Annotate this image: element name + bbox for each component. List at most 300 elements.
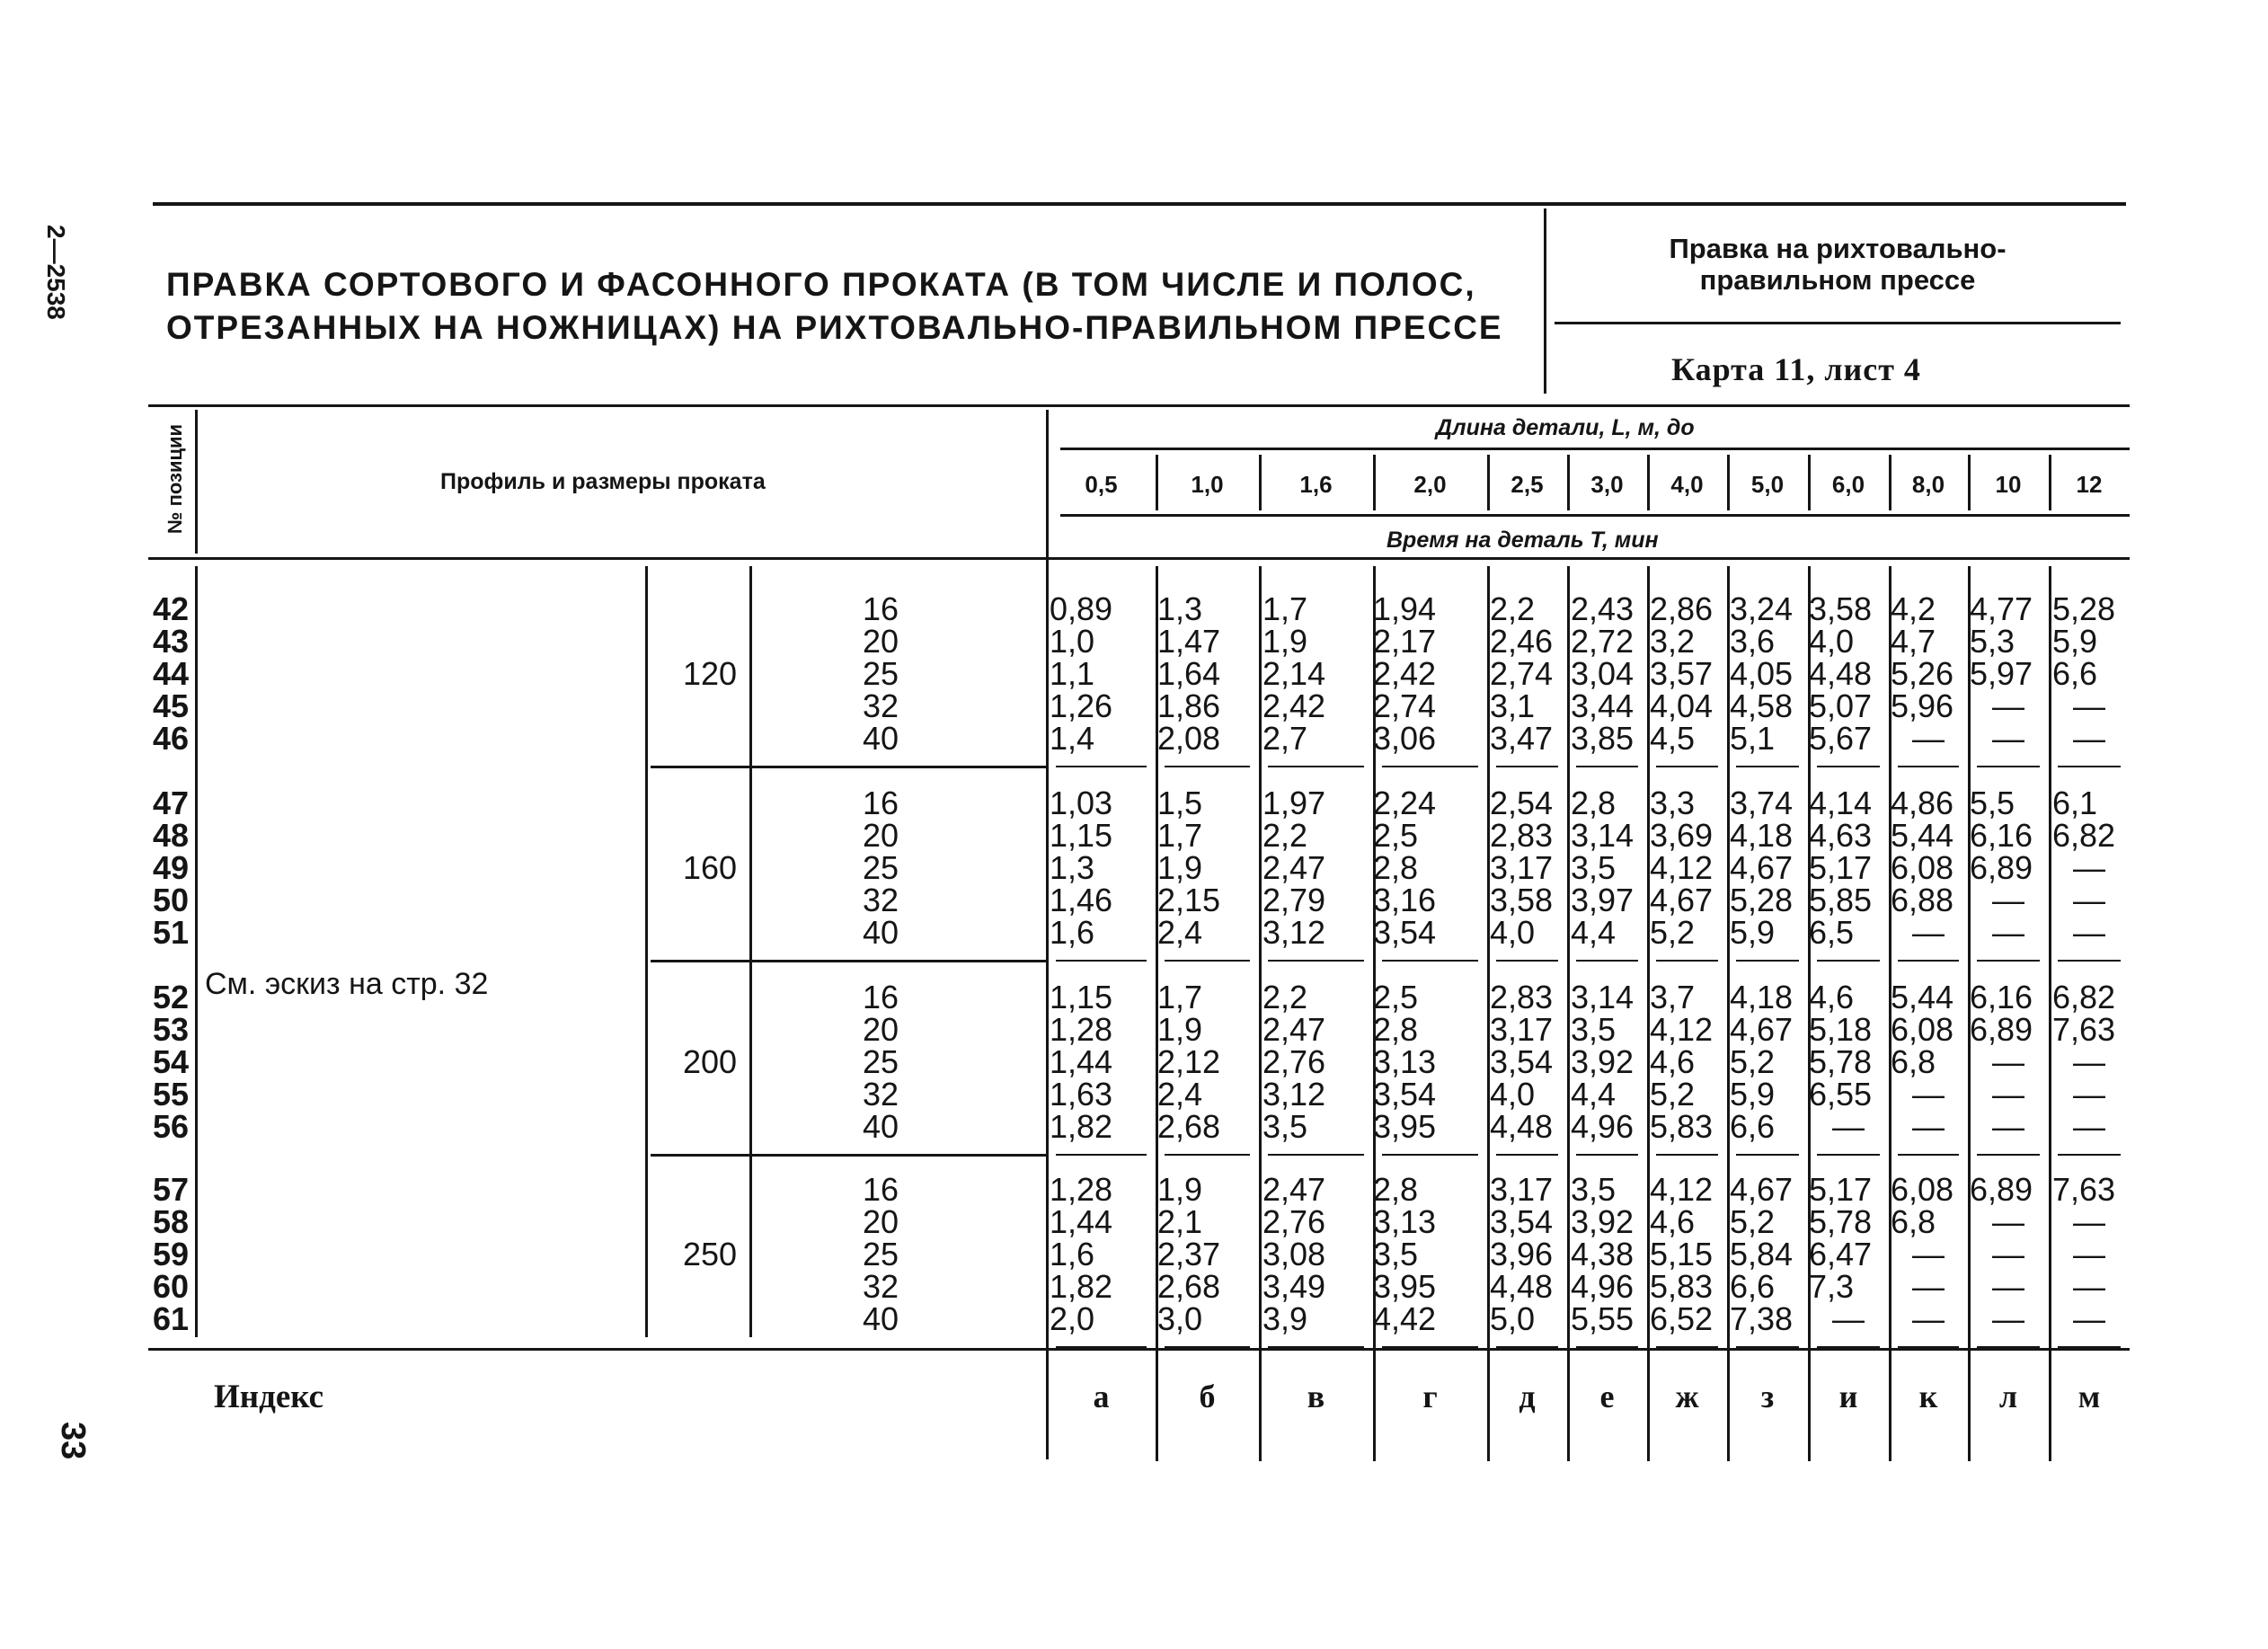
length-header: 4,0	[1670, 471, 1704, 498]
time-value: 2,79	[1262, 882, 1326, 918]
time-value: 3,06	[1373, 720, 1437, 757]
time-value: 4,18	[1730, 979, 1794, 1015]
time-value: 1,64	[1157, 655, 1221, 692]
time-value: 2,5	[1373, 817, 1419, 854]
time-value: 1,7	[1262, 590, 1308, 627]
time-value: 6,5	[1809, 914, 1855, 951]
time-value: 6,16	[1970, 979, 2033, 1015]
time-value: 1,7	[1157, 817, 1203, 854]
value-underline	[1496, 766, 1558, 767]
value-underline	[2058, 766, 2121, 767]
time-value: 3,14	[1571, 817, 1635, 854]
section-title-line-1: Правка на рихтовально-	[1669, 233, 2007, 264]
position-numbers	[135, 1171, 189, 1337]
time-value: —	[1992, 1236, 2024, 1272]
position-number: 55	[152, 1076, 189, 1113]
time-value: 3,17	[1490, 849, 1554, 886]
time-value: —	[2073, 1043, 2105, 1080]
time-value: —	[2073, 849, 2105, 886]
time-value: 2,47	[1262, 1011, 1326, 1048]
value-underline	[1817, 1154, 1880, 1156]
time-value: 5,78	[1809, 1203, 1873, 1240]
thickness-value: 25	[862, 1043, 899, 1080]
time-value: 3,5	[1571, 849, 1617, 886]
thickness-value: 16	[862, 785, 899, 821]
header-bottom-rule	[148, 557, 2130, 560]
length-header: 12	[2076, 471, 2103, 498]
index-letter: з	[1760, 1379, 1775, 1414]
time-value: 1,3	[1050, 849, 1095, 886]
time-value: —	[1912, 1076, 1945, 1113]
time-value: 3,9	[1262, 1300, 1308, 1337]
time-value: 3,85	[1571, 720, 1635, 757]
thickness-values	[845, 787, 899, 949]
time-value: —	[1992, 720, 2024, 757]
index-letter: г	[1422, 1379, 1438, 1414]
time-value: 4,77	[1970, 590, 2033, 627]
thickness-value: 40	[862, 1108, 899, 1145]
thickness-value: 20	[862, 817, 899, 854]
value-underline	[1056, 1346, 1147, 1348]
value-underline	[1656, 960, 1718, 962]
time-value: 3,95	[1373, 1108, 1437, 1145]
time-value: 7,63	[2052, 1011, 2116, 1048]
time-value: 6,1	[2052, 785, 2098, 821]
value-underline	[1268, 766, 1364, 767]
time-value: 2,0	[1050, 1300, 1095, 1337]
thickness-value: 25	[862, 849, 899, 886]
time-value: 3,92	[1571, 1203, 1635, 1240]
time-value: 3,13	[1373, 1203, 1437, 1240]
width-column-left	[645, 566, 648, 1337]
time-value: 4,67	[1730, 849, 1794, 886]
time-value: 4,6	[1809, 979, 1855, 1015]
thickness-values	[845, 590, 899, 757]
length-caption: Длина детали, L, м, до	[1436, 415, 1695, 440]
page-number: 33	[54, 1422, 92, 1460]
time-value: —	[1912, 1300, 1945, 1337]
index-letter: м	[2078, 1379, 2101, 1414]
time-value: 4,48	[1490, 1268, 1554, 1305]
time-value: 4,42	[1373, 1300, 1437, 1337]
time-value: 6,8	[1891, 1043, 1936, 1080]
time-value: 1,9	[1157, 1171, 1203, 1208]
position-number: 50	[152, 882, 189, 918]
time-value: 5,55	[1571, 1300, 1635, 1337]
value-underline	[2058, 960, 2121, 962]
time-value: 3,12	[1262, 1076, 1326, 1113]
time-value: 7,38	[1730, 1300, 1794, 1337]
time-value: 1,28	[1050, 1171, 1113, 1208]
time-value: 2,43	[1571, 590, 1635, 627]
index-letter: е	[1599, 1379, 1615, 1414]
time-value: 3,1	[1490, 687, 1536, 724]
value-underline	[1736, 1346, 1799, 1348]
position-number-header: № позиции	[164, 423, 186, 535]
value-underline	[1496, 960, 1558, 962]
time-value: 1,86	[1157, 687, 1221, 724]
length-header: 1,6	[1299, 471, 1333, 498]
time-value: 3,24	[1730, 590, 1794, 627]
time-value: 3,14	[1571, 979, 1635, 1015]
length-caption-rule	[1060, 448, 2130, 450]
time-value: 3,74	[1730, 785, 1794, 821]
time-value: 2,54	[1490, 785, 1554, 821]
time-value: 4,4	[1571, 914, 1617, 951]
time-value: 6,08	[1891, 1171, 1954, 1208]
time-value: 4,86	[1891, 785, 1954, 821]
time-value: 4,67	[1650, 882, 1714, 918]
time-value: 3,04	[1571, 655, 1635, 692]
time-value: —	[1992, 1203, 2024, 1240]
length-header: 6,0	[1831, 471, 1865, 498]
thickness-value: 16	[862, 590, 899, 627]
time-value: 2,14	[1262, 655, 1326, 692]
time-value: 4,67	[1730, 1011, 1794, 1048]
time-value: 4,58	[1730, 687, 1794, 724]
index-letter: а	[1093, 1379, 1110, 1414]
position-number: 48	[152, 817, 189, 854]
time-value: 1,97	[1262, 785, 1326, 821]
time-value: 6,89	[1970, 1011, 2033, 1048]
time-value: 1,82	[1050, 1268, 1113, 1305]
length-values-rule	[1060, 514, 2130, 517]
value-column-separator	[1567, 566, 1570, 1461]
value-underline	[1817, 766, 1880, 767]
position-number: 42	[152, 590, 189, 627]
time-value: 6,55	[1809, 1076, 1873, 1113]
time-value: 5,18	[1809, 1011, 1873, 1048]
time-value: —	[1912, 1268, 1945, 1305]
thickness-value: 25	[862, 1236, 899, 1272]
time-value: 4,04	[1650, 687, 1714, 724]
time-value: 2,12	[1157, 1043, 1221, 1080]
table-body-bottom-rule	[148, 1348, 2130, 1351]
time-value: 2,2	[1262, 979, 1308, 1015]
time-value: —	[1912, 914, 1945, 951]
time-value: 2,76	[1262, 1203, 1326, 1240]
position-numbers	[135, 981, 189, 1143]
value-underline	[1496, 1154, 1558, 1156]
thickness-value: 16	[862, 1171, 899, 1208]
index-label: Индекс	[214, 1379, 324, 1415]
time-value: 4,05	[1730, 655, 1794, 692]
document-title-line-2: ОТРЕЗАННЫХ НА НОЖНИЦАХ) НА РИХТОВАЛЬНО-ПРАВИЛЬНОМ ПРЕССЕ	[166, 309, 1503, 346]
time-caption: Время на деталь T, мин	[1386, 528, 1659, 553]
length-header: 1,0	[1191, 471, 1224, 498]
time-value: —	[1992, 1268, 2024, 1305]
time-value: —	[2073, 882, 2105, 918]
time-value: 4,67	[1730, 1171, 1794, 1208]
time-value: 6,8	[1891, 1203, 1936, 1240]
time-value: 2,37	[1157, 1236, 1221, 1272]
position-number: 61	[152, 1300, 189, 1337]
time-value: 3,69	[1650, 817, 1714, 854]
time-value: 5,5	[1970, 785, 2016, 821]
time-value: 5,2	[1650, 914, 1696, 951]
value-underline	[1817, 960, 1880, 962]
thickness-value: 20	[862, 1203, 899, 1240]
time-value: 5,96	[1891, 687, 1954, 724]
time-value: 4,63	[1809, 817, 1873, 854]
position-number: 43	[152, 623, 189, 660]
time-value: 1,82	[1050, 1108, 1113, 1145]
time-value: 5,78	[1809, 1043, 1873, 1080]
time-value: 2,8	[1571, 785, 1617, 821]
time-value: —	[1992, 1108, 2024, 1145]
time-value: 2,42	[1373, 655, 1437, 692]
time-value: 5,44	[1891, 817, 1954, 854]
time-value: 5,2	[1730, 1203, 1776, 1240]
value-underline	[1736, 766, 1799, 767]
time-value: 3,17	[1490, 1011, 1554, 1048]
length-header: 2,5	[1511, 471, 1544, 498]
time-value: 2,1	[1157, 1203, 1203, 1240]
value-underline	[2058, 1154, 2121, 1156]
value-underline	[1165, 1154, 1250, 1156]
time-value: 2,83	[1490, 817, 1554, 854]
time-value: —	[2073, 1108, 2105, 1145]
time-value: 0,89	[1050, 590, 1113, 627]
thickness-value: 32	[862, 1268, 899, 1305]
time-value: 3,0	[1157, 1300, 1203, 1337]
value-underline	[1977, 766, 2040, 767]
thickness-value: 40	[862, 914, 899, 951]
time-value: 3,7	[1650, 979, 1696, 1015]
time-value: 3,54	[1490, 1043, 1554, 1080]
time-value: —	[1912, 1108, 1945, 1145]
time-value: 6,08	[1891, 849, 1954, 886]
time-value: 2,76	[1262, 1043, 1326, 1080]
time-value: 6,16	[1970, 817, 2033, 854]
value-underline	[1576, 960, 1638, 962]
position-number: 54	[152, 1043, 189, 1080]
time-value: 3,12	[1262, 914, 1326, 951]
time-value: 3,54	[1373, 1076, 1437, 1113]
document-title-line-1: ПРАВКА СОРТОВОГО И ФАСОННОГО ПРОКАТА (В ТОМ ЧИСЛЕ И ПОЛОС,	[166, 266, 1476, 303]
group-separator-rule	[651, 1154, 1046, 1157]
time-value: 3,49	[1262, 1268, 1326, 1305]
time-value: —	[2073, 720, 2105, 757]
time-value: 2,8	[1373, 1011, 1419, 1048]
time-value: 5,3	[1970, 623, 2016, 660]
time-value: 6,82	[2052, 817, 2116, 854]
index-letter: б	[1199, 1379, 1216, 1414]
index-letter: д	[1519, 1379, 1536, 1414]
time-value: 1,7	[1157, 979, 1203, 1015]
position-number: 44	[152, 655, 189, 692]
time-value: 6,88	[1891, 882, 1954, 918]
value-underline	[1165, 766, 1250, 767]
thickness-values	[845, 1171, 899, 1337]
time-value: 4,0	[1490, 1076, 1536, 1113]
time-value: 1,03	[1050, 785, 1113, 821]
time-value: 5,28	[1730, 882, 1794, 918]
time-value: —	[1992, 687, 2024, 724]
time-value: —	[2073, 687, 2105, 724]
time-value: 4,48	[1809, 655, 1873, 692]
time-value: 3,5	[1373, 1236, 1419, 1272]
time-value: 1,46	[1050, 882, 1113, 918]
side-code: 2—2538	[42, 225, 70, 320]
header-divider	[1544, 208, 1546, 394]
value-underline	[1056, 960, 1147, 962]
thickness-value: 40	[862, 720, 899, 757]
time-value: 2,8	[1373, 849, 1419, 886]
value-underline	[1268, 960, 1364, 962]
time-value: 2,68	[1157, 1268, 1221, 1305]
time-value: 4,0	[1809, 623, 1855, 660]
position-numbers	[135, 787, 189, 949]
time-value: 7,3	[1809, 1268, 1855, 1305]
time-value: 3,44	[1571, 687, 1635, 724]
value-column-separator	[1259, 566, 1262, 1461]
time-value: 2,74	[1373, 687, 1437, 724]
time-value: 4,12	[1650, 1011, 1714, 1048]
position-number: 60	[152, 1268, 189, 1305]
time-value: 4,14	[1809, 785, 1873, 821]
time-value: 3,6	[1730, 623, 1776, 660]
profile-header: Профиль и размеры проката	[440, 469, 766, 494]
time-value: 2,2	[1490, 590, 1536, 627]
position-number: 58	[152, 1203, 189, 1240]
value-underline	[1817, 1346, 1880, 1348]
value-underline	[1382, 766, 1478, 767]
time-value: 2,68	[1157, 1108, 1221, 1145]
position-numbers	[135, 590, 189, 757]
time-value: —	[2073, 1236, 2105, 1272]
time-value: 6,6	[1730, 1108, 1776, 1145]
value-underline	[1977, 960, 2040, 962]
position-number: 52	[152, 979, 189, 1015]
time-value: 6,47	[1809, 1236, 1873, 1272]
time-value: 5,83	[1650, 1268, 1714, 1305]
time-value: 1,6	[1050, 1236, 1095, 1272]
time-value: 2,47	[1262, 1171, 1326, 1208]
time-value: 2,5	[1373, 979, 1419, 1015]
time-value: 5,9	[1730, 1076, 1776, 1113]
time-value: 5,2	[1730, 1043, 1776, 1080]
thickness-value: 20	[862, 1011, 899, 1048]
value-underline	[1898, 1346, 1959, 1348]
thickness-value: 32	[862, 687, 899, 724]
time-value: 1,4	[1050, 720, 1095, 757]
time-value: 3,57	[1650, 655, 1714, 692]
time-value: 2,86	[1650, 590, 1714, 627]
time-value: —	[2073, 914, 2105, 951]
time-value: 1,47	[1157, 623, 1221, 660]
index-letter: в	[1307, 1379, 1325, 1414]
value-underline	[1977, 1154, 2040, 1156]
thickness-value: 40	[862, 1300, 899, 1337]
index-letter: и	[1838, 1379, 1858, 1414]
time-value: —	[1912, 1236, 1945, 1272]
time-value: 3,54	[1373, 914, 1437, 951]
card-number: Карта 11, лист 4	[1671, 351, 1921, 387]
thickness-value: 25	[862, 655, 899, 692]
position-number: 45	[152, 687, 189, 724]
time-value: 5,28	[2052, 590, 2116, 627]
time-value: 4,4	[1571, 1076, 1617, 1113]
value-underline	[1576, 1346, 1638, 1348]
position-number: 59	[152, 1236, 189, 1272]
table-top-rule	[148, 404, 2130, 407]
value-underline	[1165, 1346, 1250, 1348]
value-underline	[1736, 1154, 1799, 1156]
time-value: 3,5	[1571, 1011, 1617, 1048]
time-value: 5,97	[1970, 655, 2033, 692]
time-value: 2,83	[1490, 979, 1554, 1015]
time-value: 3,47	[1490, 720, 1554, 757]
time-value: 3,54	[1490, 1203, 1554, 1240]
time-value: 7,63	[2052, 1171, 2116, 1208]
time-value: 5,1	[1730, 720, 1776, 757]
profile-width: 250	[683, 1236, 738, 1272]
time-value: 3,3	[1650, 785, 1696, 821]
position-number: 49	[152, 849, 189, 886]
time-value: 3,58	[1809, 590, 1873, 627]
width-column-right	[749, 566, 752, 1337]
time-value: 5,9	[2052, 623, 2098, 660]
section-title-line-2: правильном прессе	[1699, 264, 1976, 296]
time-value: 5,85	[1809, 882, 1873, 918]
time-value: 5,17	[1809, 1171, 1873, 1208]
time-value: 4,0	[1490, 914, 1536, 951]
time-value: 5,07	[1809, 687, 1873, 724]
value-underline	[1898, 766, 1959, 767]
time-value: 5,9	[1730, 914, 1776, 951]
sketch-reference: См. эскиз на стр. 32	[205, 967, 489, 1001]
time-value: 3,13	[1373, 1043, 1437, 1080]
time-value: 1,28	[1050, 1011, 1113, 1048]
time-value: —	[2073, 1268, 2105, 1305]
time-value: 5,0	[1490, 1300, 1536, 1337]
header-top-rule	[153, 202, 2126, 206]
time-value: 1,9	[1157, 1011, 1203, 1048]
side-title-rule	[1555, 322, 2121, 324]
position-number: 51	[152, 914, 189, 951]
time-value: —	[1992, 1300, 2024, 1337]
value-underline	[1056, 766, 1147, 767]
value-underline	[1268, 1154, 1364, 1156]
time-value: 1,63	[1050, 1076, 1113, 1113]
position-number: 56	[152, 1108, 189, 1145]
time-value: 6,08	[1891, 1011, 1954, 1048]
position-column-divider-body	[195, 566, 198, 1337]
time-value: 4,6	[1650, 1203, 1696, 1240]
time-value: 2,17	[1373, 623, 1437, 660]
profile-values-divider	[1046, 410, 1049, 1459]
time-value: 2,24	[1373, 785, 1437, 821]
time-value: 1,1	[1050, 655, 1095, 692]
time-value: 5,67	[1809, 720, 1873, 757]
time-value: 6,6	[2052, 655, 2098, 692]
time-value: —	[1832, 1108, 1865, 1145]
thickness-value: 32	[862, 1076, 899, 1113]
time-value: 4,38	[1571, 1236, 1635, 1272]
time-value: 5,83	[1650, 1108, 1714, 1145]
value-underline	[1576, 766, 1638, 767]
time-value: 2,74	[1490, 655, 1554, 692]
time-value: 3,97	[1571, 882, 1635, 918]
group-separator-rule	[651, 766, 1046, 768]
time-value: 1,26	[1050, 687, 1113, 724]
value-underline	[1898, 1154, 1959, 1156]
value-underline	[1056, 1154, 1147, 1156]
value-underline	[1736, 960, 1799, 962]
value-underline	[1656, 1154, 1718, 1156]
time-value: 1,15	[1050, 817, 1113, 854]
